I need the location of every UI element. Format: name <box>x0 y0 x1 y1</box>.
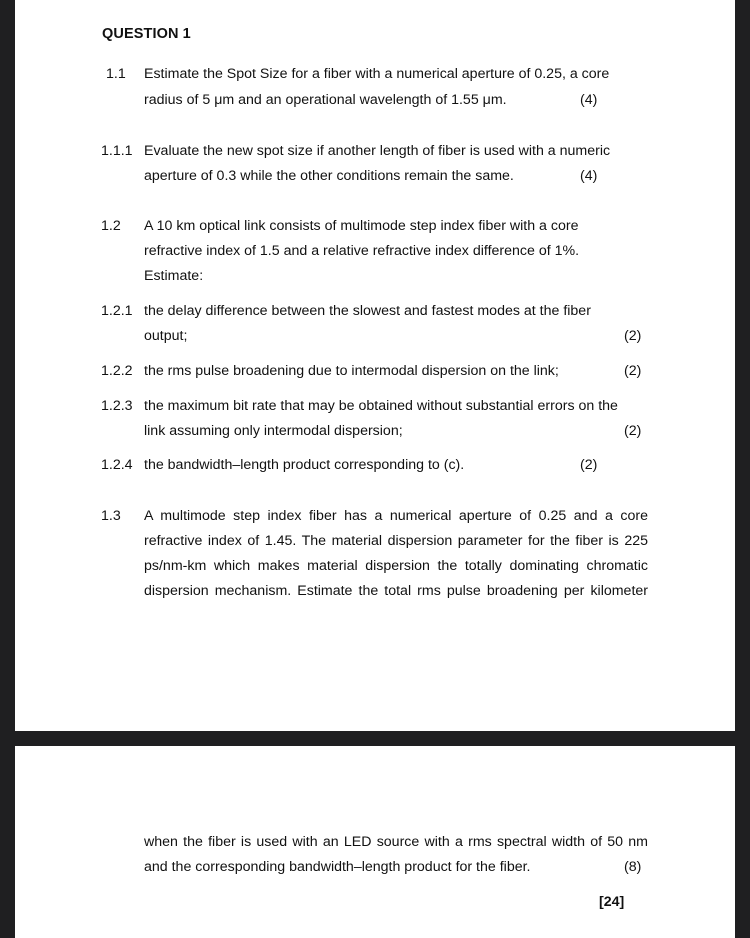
item-1-2-3-line-1: the maximum bit rate that may be obtained without substantial errors on the <box>144 398 618 414</box>
item-1-3-line-3: ps/nm-km which makes material dispersion the totally dominating chromatic <box>144 558 648 574</box>
item-number-1-3: 1.3 <box>101 508 121 524</box>
document-page-2 <box>15 746 735 938</box>
item-1-1-line-1: Estimate the Spot Size for a fiber with a numerical aperture of 0.25, a core <box>144 66 610 82</box>
item-1-1-1-marks: (4) <box>580 168 598 184</box>
item-1-2-line-1: A 10 km optical link consists of multimode step index fiber with a core <box>144 218 579 234</box>
total-marks: [24] <box>599 894 625 910</box>
item-1-1-line-2: radius of 5 μm and an operational wavelength of 1.55 μm. <box>144 92 507 108</box>
item-1-3-line-4: dispersion mechanism. Estimate the total rms pulse broadening per kilometer <box>144 583 648 599</box>
item-1-2-line-2: refractive index of 1.5 and a relative refractive index difference of 1%. <box>144 243 580 259</box>
item-number-1-2-2: 1.2.2 <box>101 363 133 379</box>
item-number-1-2-3: 1.2.3 <box>101 398 133 414</box>
item-1-3-line-2: refractive index of 1.45. The material dispersion parameter for the fiber is 225 <box>144 533 648 549</box>
item-1-2-2-line-1: the rms pulse broadening due to intermodal dispersion on the link; <box>144 363 559 379</box>
item-1-2-2-marks: (2) <box>624 363 642 379</box>
item-1-1-1-line-1: Evaluate the new spot size if another length of fiber is used with a numeric <box>144 143 611 159</box>
item-1-1-1-line-2: aperture of 0.3 while the other conditions remain the same. <box>144 168 514 184</box>
item-1-1-marks: (4) <box>580 92 598 108</box>
item-1-3-line-1: A multimode step index fiber has a numerical aperture of 0.25 and a core <box>144 508 648 524</box>
item-1-2-4-line-1: the bandwidth–length product corresponding to (c). <box>144 457 465 473</box>
item-number-1-1-1: 1.1.1 <box>101 143 133 159</box>
item-number-1-2: 1.2 <box>101 218 121 234</box>
item-1-3-continuation-line-2: and the corresponding bandwidth–length product for the fiber. <box>144 859 531 875</box>
item-1-2-1-line-1: the delay difference between the slowest and fastest modes at the fiber <box>144 303 591 319</box>
question-title: QUESTION 1 <box>102 26 191 42</box>
item-number-1-2-4: 1.2.4 <box>101 457 133 473</box>
item-1-2-4-marks: (2) <box>580 457 598 473</box>
document-page-1 <box>15 0 735 731</box>
item-1-2-line-3: Estimate: <box>144 268 204 284</box>
item-1-2-1-line-2: output; <box>144 328 188 344</box>
item-1-2-3-line-2: link assuming only intermodal dispersion; <box>144 423 403 439</box>
item-1-3-continuation-line-1: when the fiber is used with an LED source with a rms spectral width of 50 nm <box>144 834 648 850</box>
item-number-1-1: 1.1 <box>106 66 126 82</box>
item-1-2-3-marks: (2) <box>624 423 642 439</box>
item-1-2-1-marks: (2) <box>624 328 642 344</box>
item-number-1-2-1: 1.2.1 <box>101 303 133 319</box>
item-1-3-marks: (8) <box>624 859 642 875</box>
